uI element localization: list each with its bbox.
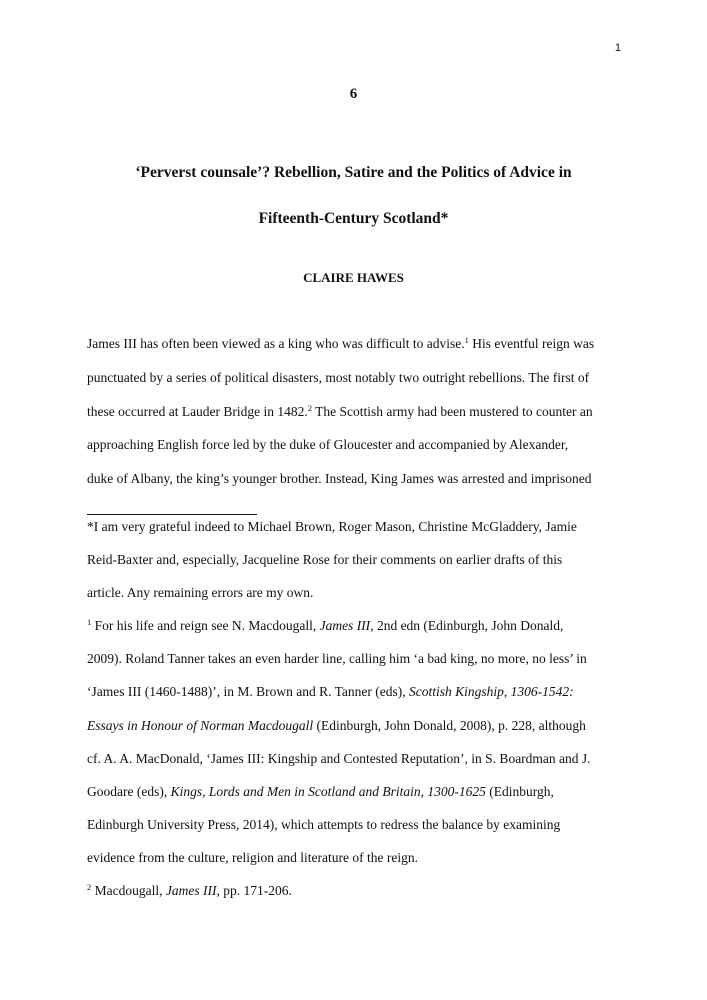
footnote-star-line: *I am very grateful indeed to Michael Brown, Roger Mason, Christine McGladdery, Jamie <box>87 519 577 534</box>
footnote-1-line: Edinburgh University Press, 2014), which attempts to redress the balance by examining <box>87 816 561 832</box>
footnote-ref-2[interactable]: 2 <box>307 402 313 413</box>
footnotes <box>87 516 627 913</box>
footnote-2-mark: 2 <box>87 882 92 893</box>
body-line: approaching English force led by the duke of Gloucester and accompanied by Alexander, <box>87 437 569 453</box>
chapter-number: 6 <box>349 86 358 102</box>
footnote-separator <box>87 514 257 515</box>
author-name: CLAIRE HAWES <box>303 270 404 285</box>
article-title <box>80 158 627 250</box>
footnote-1-line: Goodare (eds), Kings, Lords and Men in Scotland and Britain, 1300-1625 (Edinburgh, <box>87 783 554 799</box>
footnote-1-line: $^1$ For his life and reign see N. Macdougall, James III, 2nd edn (Edinburgh, John Donald, <box>87 617 564 634</box>
footnote-1-line: Essays in Honour of Norman Macdougall (Edinburgh, John Donald, 2008), p. 228, although <box>87 717 586 733</box>
body-line: duke of Albany, the king’s younger brother. Instead, King James was arrested and imprisoned <box>87 471 592 487</box>
footnote-2-line: $^2$ Macdougall, James III, pp. 171-206. <box>87 882 292 899</box>
footnote-1-line: ‘James III (1460-1488)’, in M. Brown and R. Tanner (eds), Scottish Kingship, 1306-1542: <box>87 684 574 700</box>
footnote-ref-1[interactable]: 1 <box>464 335 469 345</box>
footnote-star-line: article. Any remaining errors are my own. <box>87 585 314 601</box>
page-number: 1 <box>614 42 621 54</box>
body-line: these occurred at Lauder Bridge in 1482.$^2$ The Scottish army had been mustered to counter an <box>87 402 593 419</box>
body-line: punctuated by a series of political disasters, most notably two outright rebellions. The first of <box>87 369 590 385</box>
body-line: James III has often been viewed as a king who was difficult to advise.$^1$ His eventful reign was <box>87 335 595 351</box>
footnote-star-line: Reid-Baxter and, especially, Jacqueline Rose for their comments on earlier drafts of this <box>87 552 563 568</box>
footnote-1-line: evidence from the culture, religion and literature of the reign. <box>87 849 418 865</box>
body-paragraph <box>87 333 627 502</box>
footnote-1-mark: 1 <box>87 617 92 628</box>
footnote-1-line: cf. A. A. MacDonald, ‘James III: Kingship and Contested Reputation’, in S. Boardman and J. <box>87 750 591 766</box>
title-line-2: Fifteenth-Century Scotland* <box>258 210 449 227</box>
footnote-1-line: 2009). Roland Tanner takes an even harder line, calling him ‘a bad king, no more, no less’ in <box>87 651 587 667</box>
title-line-1: ‘Perverst counsale’? Rebellion, Satire and the Politics of Advice in <box>135 164 572 181</box>
